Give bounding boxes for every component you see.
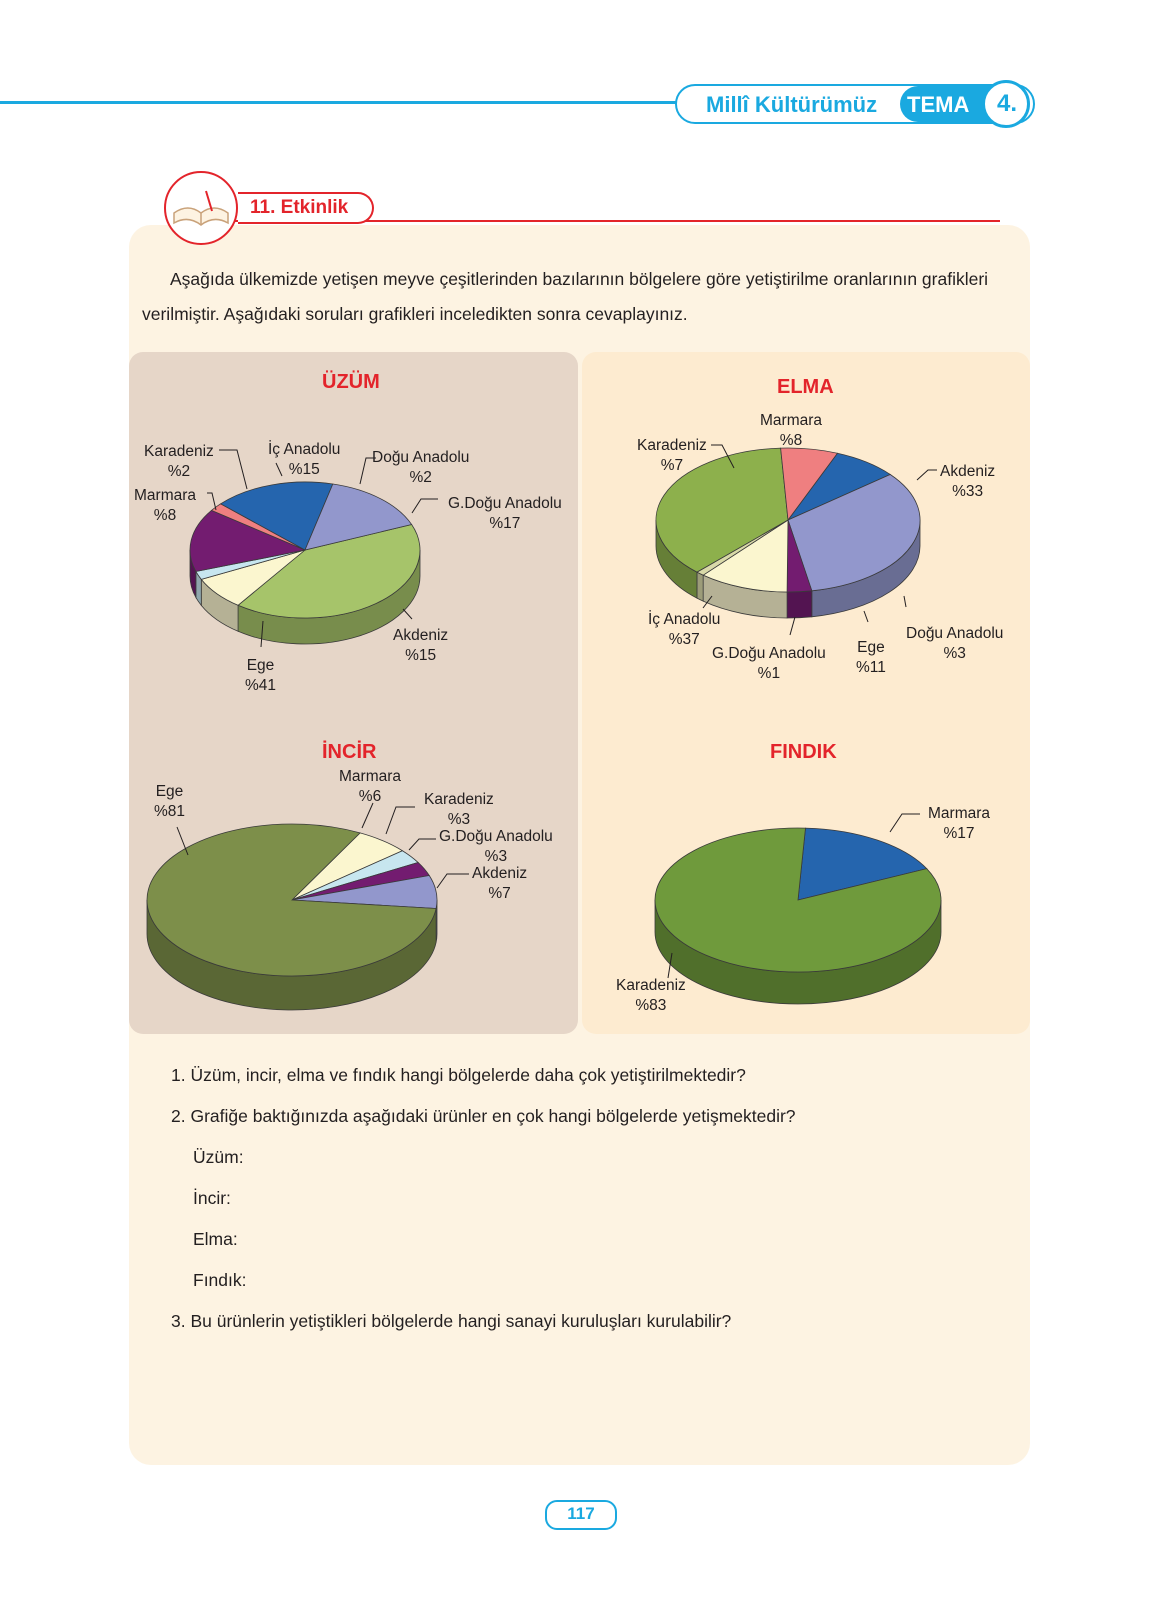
label-elma-ic-anadolu: İç Anadolu %37 [648,611,721,648]
label-findik-karadeniz: Karadeniz %83 [616,977,686,1014]
label-incir-karadeniz: Karadeniz %3 [424,791,494,828]
label-findik-marmara: Marmara %17 [928,805,991,842]
question-1: 1. Üzüm, incir, elma ve fındık hangi bölgelerde daha çok yetiştirilmektedir? [171,1065,746,1085]
label-uzum-gdogu-anadolu: G.Doğu Anadolu %17 [448,495,562,532]
activity-label: 11. Etkinlik [250,197,349,218]
answer-label-elma: Elma: [193,1229,238,1249]
theme-title: Millî Kültürümüz [706,92,878,117]
label-uzum-ege: Ege %41 [245,657,277,694]
label-elma-dogu-anadolu: Doğu Anadolu %3 [906,625,1004,662]
label-incir-ege: Ege %81 [154,783,186,820]
chart-title-findik: FINDIK [770,741,837,763]
pie-chart-incir [147,824,437,1010]
label-elma-marmara: Marmara %8 [760,412,823,449]
label-uzum-marmara: Marmara %8 [134,487,197,524]
activity-intro: Aşağıda ülkemizde yetişen meyve çeşitlerinden bazılarının bölgelere göre yetiştirilme oranlarının grafikleri verilmiştir. Aşağıdaki soruları grafikleri inceledikten sonra cevaplayınız. [142,269,989,324]
pie-side-Doğu Anadolu [787,591,812,618]
answer-label-uzum: Üzüm: [193,1147,244,1167]
question-3: 3. Bu ürünlerin yetiştikleri bölgelerde hangi sanayi kuruluşları kurulabilir? [171,1311,732,1331]
label-uzum-dogu-anadolu: Doğu Anadolu %2 [372,449,470,486]
chart-title-uzum: ÜZÜM [322,371,380,393]
page-number: 117 [567,1504,595,1523]
question-2: 2. Grafiğe baktığınızda aşağıdaki ürünler en çok hangi bölgelerde yetişmektedir? [171,1106,796,1126]
tema-label: TEMA [907,92,970,117]
label-incir-gdogu-anadolu: G.Doğu Anadolu %3 [439,828,553,865]
label-uzum-karadeniz: Karadeniz %2 [144,443,214,480]
label-elma-karadeniz: Karadeniz %7 [637,437,707,474]
pie-chart-uzum [190,482,420,644]
label-uzum-akdeniz: Akdeniz %15 [393,627,449,664]
label-uzum-ic-anadolu: İç Anadolu %15 [268,441,341,478]
label-elma-gdogu-anadolu: G.Doğu Anadolu %1 [712,645,826,682]
label-elma-ege: Ege %11 [856,639,886,676]
answer-label-incir: İncir: [193,1188,231,1208]
tema-number: 4. [996,90,1017,117]
answer-label-findik: Fındık: [193,1270,247,1290]
label-incir-marmara: Marmara %6 [339,768,402,805]
chart-title-incir: İNCİR [322,741,377,763]
pie-side-G.Doğu Anadolu [697,572,703,601]
label-elma-akdeniz: Akdeniz %33 [940,463,996,500]
chart-title-elma: ELMA [777,376,834,398]
pie-chart-findik [655,828,941,1004]
label-incir-akdeniz: Akdeniz %7 [472,865,528,902]
